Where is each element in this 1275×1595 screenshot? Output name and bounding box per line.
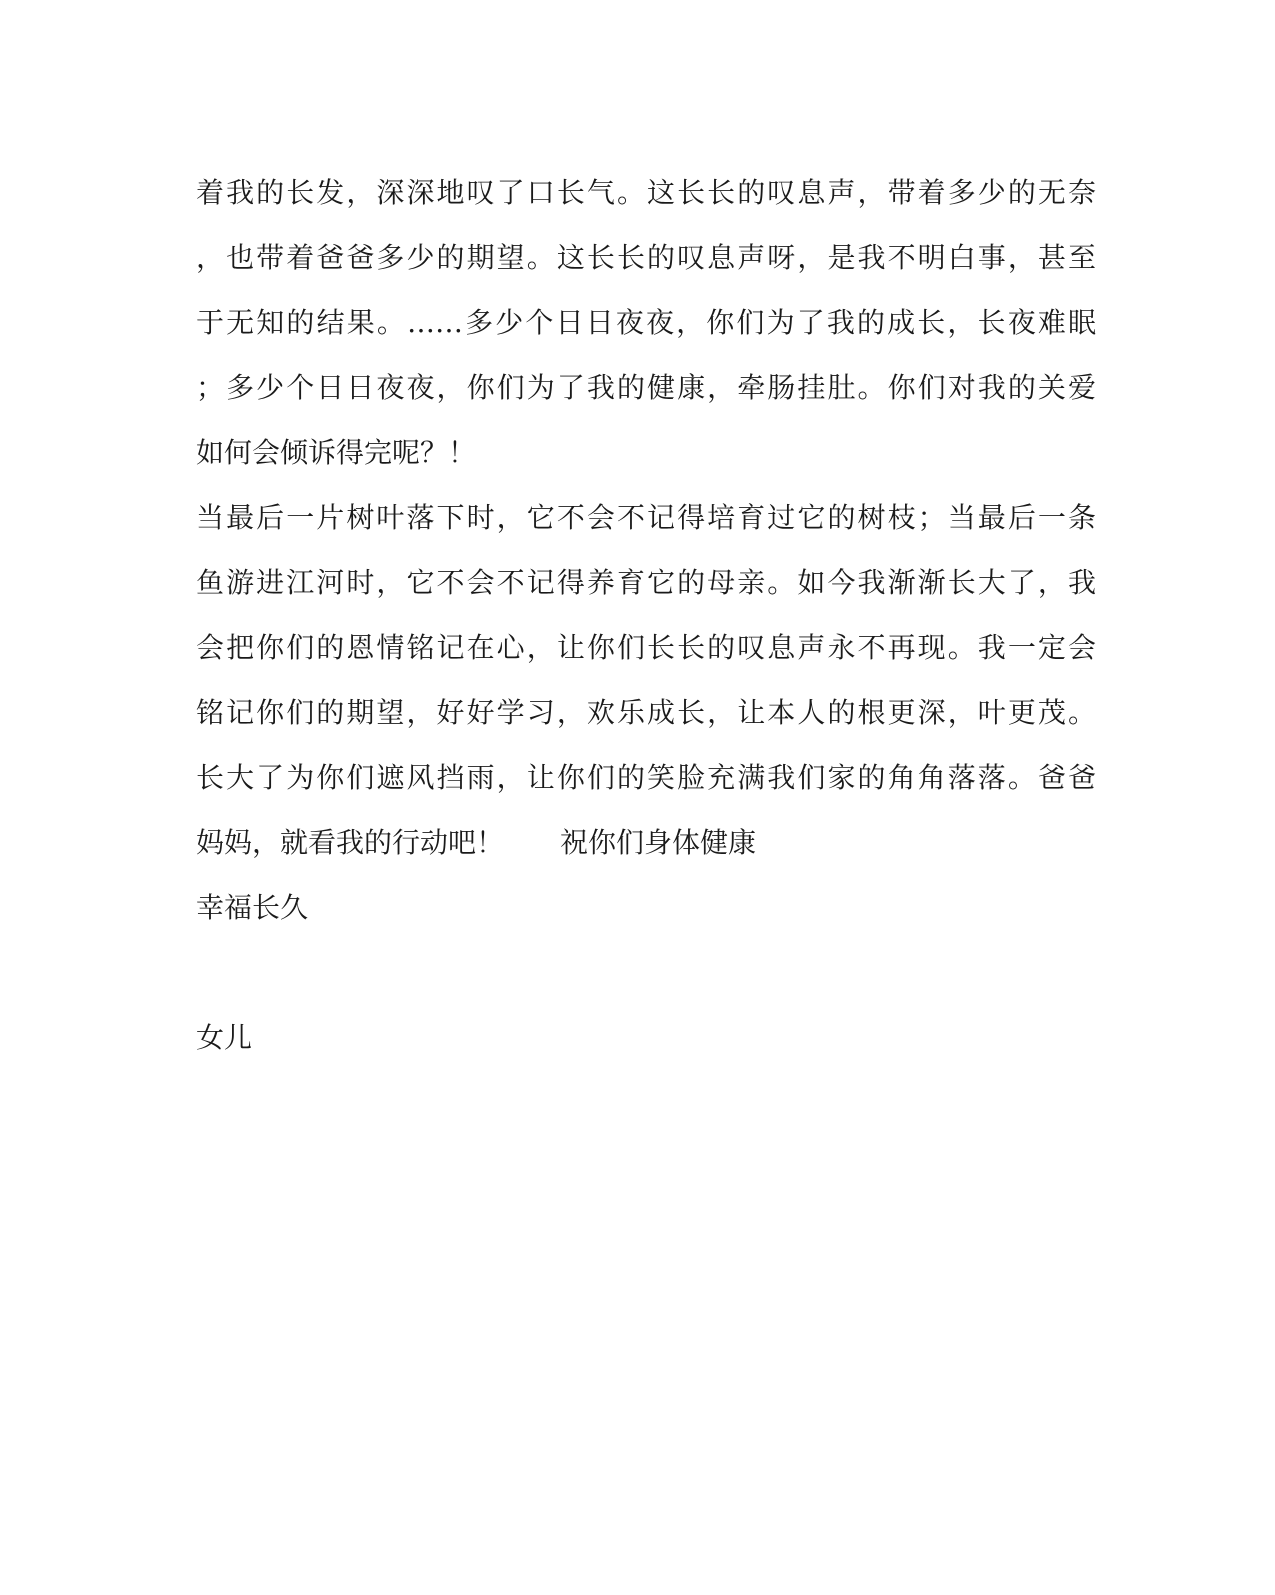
signature: 女儿 [196, 1021, 253, 1054]
paragraph-2-line-5: 长大了为你们遮风挡雨，让你们的笑脸充满我们家的角角落落。爸爸 [196, 761, 1096, 794]
paragraph-1-line-1: 着我的长发，深深地叹了口长气。这长长的叹息声，带着多少的无奈 [196, 176, 1096, 209]
paragraph-2-line-1: 当最后一片树叶落下时，它不会不记得培育过它的树枝；当最后一条 [196, 501, 1096, 534]
letter-body [196, 160, 1096, 1070]
paragraph-1-line-3: 于无知的结果。……多少个日日夜夜，你们为了我的成长，长夜难眠 [196, 306, 1096, 339]
wish-continued: 幸福长久 [196, 891, 309, 924]
closing-wish: 祝你们身体健康 [560, 826, 757, 859]
paragraph-2-line-2: 鱼游进江河时，它不会不记得养育它的母亲。如今我渐渐长大了，我 [196, 566, 1096, 599]
paragraph-1-line-5: 如何会倾诉得完呢？！ [196, 436, 477, 469]
blank-line [196, 940, 1096, 1005]
closing-line [196, 810, 1096, 875]
closing-text: 妈妈，就看我的行动吧！ [196, 826, 505, 859]
paragraph-1-line-4: ；多少个日日夜夜，你们为了我的健康，牵肠挂肚。你们对我的关爱 [196, 371, 1096, 404]
paragraph-2-line-4: 铭记你们的期望，好好学习，欢乐成长，让本人的根更深，叶更茂。 [196, 696, 1096, 729]
paragraph-1-line-2: ，也带着爸爸多少的期望。这长长的叹息声呀，是我不明白事，甚至 [196, 241, 1096, 274]
paragraph-2-line-3: 会把你们的恩情铭记在心，让你们长长的叹息声永不再现。我一定会 [196, 631, 1096, 664]
